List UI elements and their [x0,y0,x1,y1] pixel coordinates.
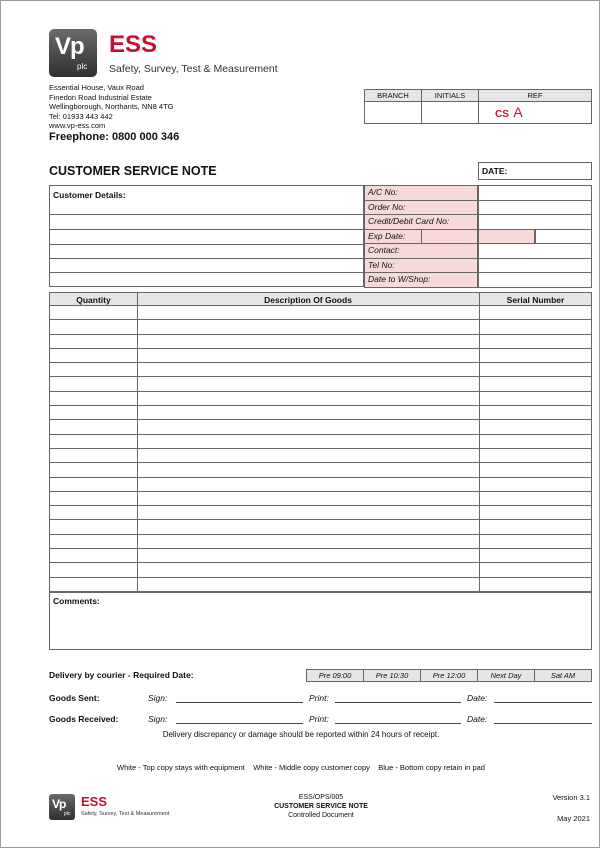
account-field-label: A/C No: [364,185,478,201]
account-field-row [364,214,592,229]
page-title: CUSTOMER SERVICE NOTE [49,164,217,178]
account-field-label: Credit/Debit Card No: [364,214,478,230]
issue-date-field[interactable] [535,229,592,245]
account-field-label: Exp Date: [364,229,478,245]
goods-row[interactable] [49,563,592,577]
issue-date-label [478,229,535,245]
account-field-input[interactable] [478,185,592,201]
date-field[interactable] [478,162,592,180]
account-field-input[interactable] [478,258,592,274]
goods-row[interactable] [49,549,592,563]
account-field-label: Date to W/Shop: [364,272,478,288]
print-line[interactable] [335,693,461,703]
goods-row[interactable] [49,520,592,534]
goods-sent-label: Goods Sent: [49,693,100,703]
address-line: Essential House, Vaux Road [49,83,144,92]
footer-tagline: Safety, Survey, Test & Measurement [81,811,170,817]
goods-row[interactable] [49,435,592,449]
account-field-row [364,185,592,200]
account-field-row [364,200,592,215]
goods-row[interactable] [49,335,592,349]
goods-row[interactable] [49,535,592,549]
print-line[interactable] [335,714,461,724]
address-tel: Tel: 01933 443 442 [49,111,113,121]
delivery-option[interactable]: Pre 10:30 [363,669,421,682]
print-label: Print: [309,714,329,724]
address-line: Finedon Road Industrial Estate [49,92,152,102]
footer-logo-vp: Vp [52,797,66,811]
delivery-notice: Delivery discrepancy or damage should be reported within 24 hours of receipt. [162,730,440,739]
footer-date: May 2021 [557,814,590,823]
delivery-label: Delivery by courier - Required Date: [49,670,194,680]
quantity-header: Quantity [76,295,111,305]
logo-vp-text: Vp [55,33,84,60]
goods-row[interactable] [49,492,592,506]
delivery-option[interactable]: Pre 12:00 [420,669,478,682]
date-label: DATE: [482,166,508,176]
branch-field[interactable] [365,102,422,124]
address-line: Wellingborough, Northants, NN8 4TG [49,102,174,111]
goods-row[interactable] [49,306,592,320]
account-field-input[interactable] [478,272,592,288]
comments-label: Comments: [53,596,100,606]
date-line[interactable] [494,714,592,724]
account-fields [364,185,592,287]
goods-row[interactable] [49,578,592,592]
vp-logo [49,29,97,77]
copy-distribution: White - Top copy stays with equipment White - Middle copy customer copy Blue - Bottom copy retain in pad [117,763,485,772]
brand-name: ESS [109,31,158,58]
ref-header: REF [479,90,592,102]
goods-row[interactable] [49,449,592,463]
sign-line[interactable] [176,714,303,724]
ref-field[interactable] [479,102,592,124]
goods-row[interactable] [49,463,592,477]
account-field-label: Tel No: [364,258,478,274]
footer-brand: ESS [81,794,108,809]
account-field-row [364,272,592,287]
delivery-option[interactable]: Pre 09:00 [306,669,364,682]
company-address [49,83,174,131]
goods-row[interactable] [49,420,592,434]
footer-title: CUSTOMER SERVICE NOTE [274,803,368,810]
date-line[interactable] [494,693,592,703]
goods-row[interactable] [49,377,592,391]
customer-details-box[interactable] [49,185,364,287]
sign-label: Sign: [148,693,168,703]
freephone: Freephone: 0800 000 346 [49,131,180,143]
logo-plc-text: plc [77,62,88,71]
branch-header: BRANCH [365,90,422,102]
delivery-options [306,669,592,682]
exp-date-field[interactable] [421,229,478,245]
account-field-input[interactable] [478,214,592,230]
initials-field[interactable] [422,102,479,124]
footer-code: ESS/OPS/005 [298,794,344,801]
account-field-input[interactable] [478,243,592,259]
print-label: Print: [309,693,329,703]
goods-row[interactable] [49,363,592,377]
address-web: www.vp-ess.com [49,121,106,130]
account-field-label: Contact: [364,243,478,259]
footer-controlled: Controlled Document [288,812,354,819]
sign-label: Sign: [148,714,168,724]
account-field-row [364,229,592,244]
goods-row[interactable] [49,478,592,492]
description-header: Description Of Goods [264,295,352,305]
goods-row[interactable] [49,506,592,520]
goods-table [49,292,592,592]
account-field-row [364,258,592,273]
delivery-option[interactable]: Sat AM [534,669,592,682]
goods-row[interactable] [49,406,592,420]
footer-logo-plc: plc [64,811,71,817]
brand-tagline: Safety, Survey, Test & Measurement [109,63,278,75]
customer-details-label: Customer Details: [53,190,126,200]
comments-box[interactable] [49,592,592,650]
sign-line[interactable] [176,693,303,703]
initials-header: INITIALS [422,90,479,102]
goods-row[interactable] [49,320,592,334]
goods-table-header [49,292,592,306]
ref-table [364,89,592,124]
ref-letter: A [513,103,523,120]
footer-version: Version 3.1 [552,793,590,802]
serial-header: Serial Number [506,295,565,305]
goods-row[interactable] [49,392,592,406]
cs-prefix: CS [495,108,509,120]
goods-row[interactable] [49,349,592,363]
date-label: Date: [467,693,488,703]
footer-center [1,793,600,820]
date-label: Date: [467,714,488,724]
delivery-option[interactable]: Next Day [477,669,535,682]
goods-received-label: Goods Received: [49,714,119,724]
account-field-label: Order No: [364,200,478,216]
account-field-row [364,243,592,258]
account-field-input[interactable] [478,200,592,216]
